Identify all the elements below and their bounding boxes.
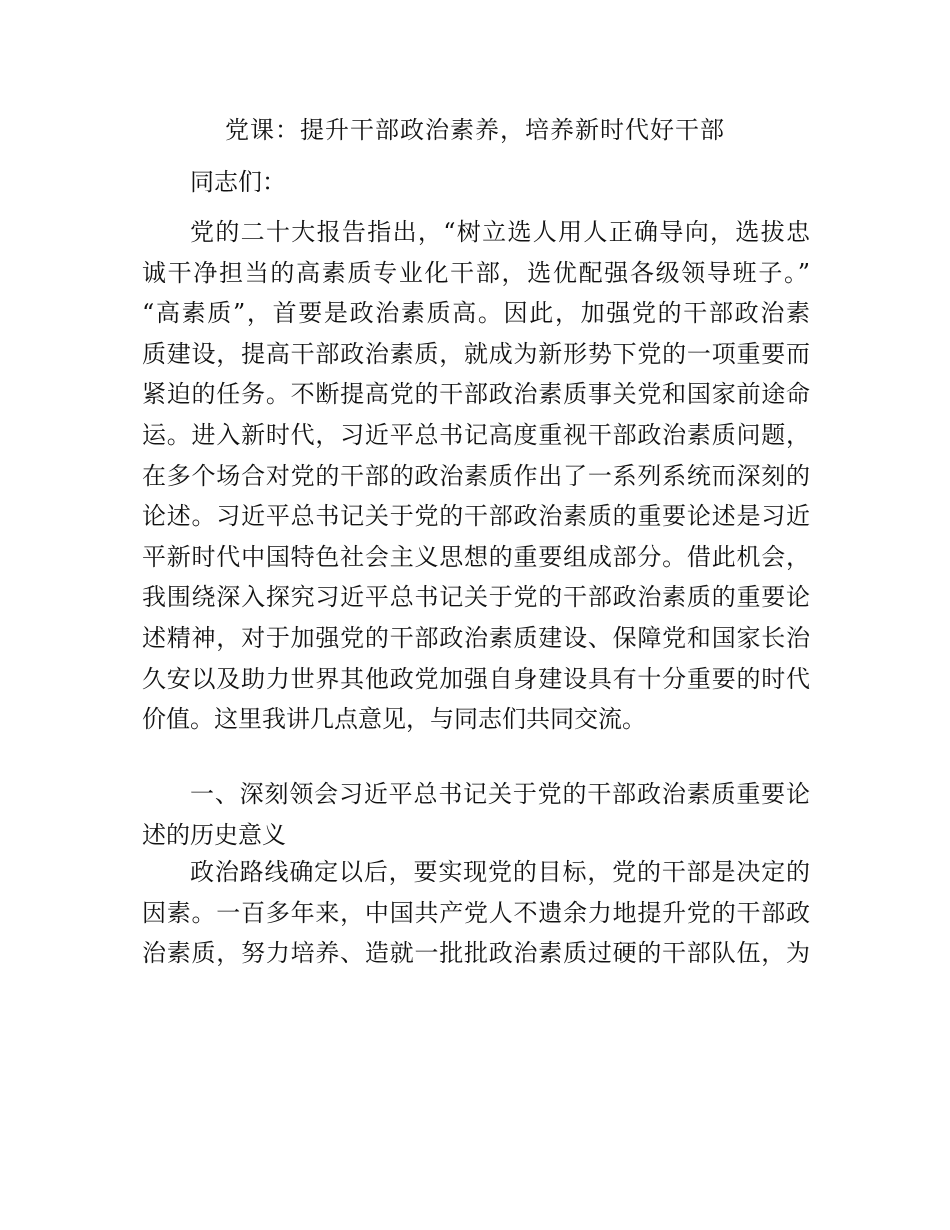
paragraph-line: 运。进入新时代，习近平总书记高度重视干部政治素质问题， [142, 420, 810, 449]
paragraph-line: 因素。一百多年来，中国共产党人不遗余力地提升党的干部政 [142, 898, 810, 927]
paragraph-line: 述精神，对于加强党的干部政治素质建设、保障党和国家长治 [142, 623, 810, 652]
paragraph-line: “高素质”，首要是政治素质高。因此，加强党的干部政治素 [142, 299, 810, 328]
paragraph-line: 久安以及助力世界其他政党加强自身建设具有十分重要的时代 [142, 664, 810, 693]
paragraph-line: 我围绕深入探究习近平总书记关于党的干部政治素质的重要论 [142, 583, 810, 612]
document-title: 党课：提升干部政治素养，培养新时代好干部 [225, 116, 725, 144]
paragraph-line: 政治路线确定以后，要实现党的目标，党的干部是决定的 [190, 858, 810, 886]
paragraph-line: 平新时代中国特色社会主义思想的重要组成部分。借此机会， [142, 542, 810, 571]
heading-line: 一、深刻领会习近平总书记关于党的干部政治素质重要论 [190, 780, 810, 808]
paragraph-intro [142, 212, 810, 740]
paragraph-line: 在多个场合对党的干部的政治素质作出了一系列系统而深刻的 [142, 461, 810, 490]
section-heading-1 [142, 774, 810, 855]
heading-line: 述的历史意义 [142, 820, 286, 849]
paragraph-section-1 [142, 852, 810, 974]
paragraph-line: 治素质，努力培养、造就一批批政治素质过硬的干部队伍，为 [142, 939, 810, 968]
paragraph-line: 质建设，提高干部政治素质，就成为新形势下党的一项重要而 [142, 339, 810, 368]
greeting: 同志们： [190, 168, 286, 196]
paragraph-line: 论述。习近平总书记关于党的干部政治素质的重要论述是习近 [142, 502, 810, 531]
paragraph-line: 党的二十大报告指出，“树立选人用人正确导向，选拔忠 [190, 218, 810, 246]
paragraph-line: 诚干净担当的高素质专业化干部，选优配强各级领导班子。” [142, 258, 810, 287]
paragraph-line: 价值。这里我讲几点意见，与同志们共同交流。 [142, 705, 646, 734]
paragraph-line: 紧迫的任务。不断提高党的干部政治素质事关党和国家前途命 [142, 380, 810, 409]
